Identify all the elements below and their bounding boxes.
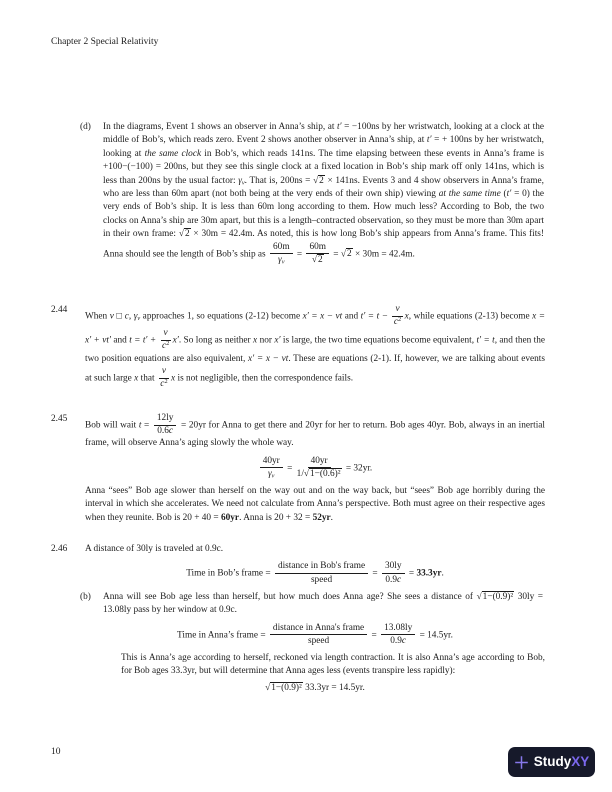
problem-number: 2.46 bbox=[51, 544, 68, 554]
running-header: Chapter 2 Special Relativity bbox=[51, 37, 159, 47]
problem-2-46-final-equation: √1−(0.9)² 33.3yr = 14.5yr. bbox=[265, 682, 365, 693]
plus-icon bbox=[514, 755, 529, 770]
problem-2-46-anna-equation: Time in Anna’s frame = $\frac{\text{distance in Anna's frame}}{\text{speed}}$ = $\frac{13.08ly}{0.9c}$ = 14.5yr. bbox=[177, 622, 453, 646]
problem-2-46-closing: This is Anna’s age according to herself, reckoned via length contraction. It is also Anna’s age according to Bob, for Bob ages 33.3yr, but will determine that Anna ages less (events transpire less rapidly): bbox=[121, 652, 545, 677]
studyxy-logo-badge bbox=[508, 747, 595, 777]
item-d-label: (d) bbox=[80, 122, 91, 132]
problem-2-45-equation: $\frac{40yr}{\gamma_v}$ = $\frac{40yr}{\text{1/√1−(0.6)²}}$ = 32yr. bbox=[85, 456, 545, 480]
item-b-label: (b) bbox=[80, 591, 91, 602]
problem-number: 2.44 bbox=[51, 305, 68, 315]
item-d-text: In the diagrams, Event 1 shows an observer in Anna’s ship, at t′ = −100ns by her wristwatch, looking at a clock at the middle of Bob’s, which reads zero. Event 2 shows another observer in Anna’s ship, at t′ = + 100ns by her wristwatch, looking at the same clock in Bob’s, which reads 141ns. The time elapsing between these events in Anna’s frame is +100−(−100) = 200ns, but they see this single clock at a fixed location in Bob’s ship mark off only 141ns, which is less than 200ns by the usual factor: $\gamma_v$. That is, 200ns = √2 × 141ns. Events 3 and 4 show observers in Anna’s frame, who are less than 60m apart (not both being at the very ends of their own ship) viewing at the same time (t′ = 0) the very ends of Bob’s ship. It is less than 60m long according to them. How much less? According to Bob, the two clocks on Anna’s ship are 30m apart, but this is a length–contracted observation, so they must be more than 30m apart in their own frame: √2 × 30m = 42.4m. As noted, this is how long Bob’s ship appears from Anna’s frame. This fits! Anna should see the length of Bob’s ship as $\frac{60m}{\gamma_v}$ = $\frac{60m}{√2}$ = √2 × 30m = 42.4m. bbox=[103, 122, 544, 266]
item-b-text: Anna will see Bob age less than herself, but how much does Anna age? She sees a distance of √1−(0.9)² 30ly = 13.08ly pass by her window at 0.9c. bbox=[103, 591, 544, 616]
brand-word-primary: Study bbox=[533, 754, 572, 770]
solution-item-d bbox=[80, 121, 544, 266]
solution-item-b bbox=[80, 591, 545, 618]
problem-2-45-discussion: Anna “sees” Bob age slower than herself on the way out and on the way back, but “sees” Bob age horribly during the interval in which she accelerates. We need not calculate from Anna’s perspective. Both must agree on their respective ages when they reunite. Bob is 20 + 40 = 60yr. Anna is 20 + 32 = 52yr. bbox=[85, 486, 545, 523]
problem-2-44-text: When v □ c, $\gamma_v$ approaches 1, so equations (2-12) become x′ = x − vt and t′ = t − $\frac{v}{c^2}$ x, while equations (2-13) become x = x′ + vt′ and t = t′ + $\frac{v}{c^2}$ x′. So long as neither x nor x′ is large, the two time equations become equivalent, t′ = t, and then the two position equations are also equivalent, x′ = x − vt. These are equations (2-1). If, however, we are talking about events at such large x that $\frac{v}{c^2}$ x is not negligible, then the correspondence fails. bbox=[85, 304, 546, 390]
problem-2-45-text: Bob will wait t = $\frac{12ly}{0.6c}$ = 20yr for Anna to get there and 20yr for her to return. Bob ages 40yr. Bob, always in an inertial frame, will observe Anna’s aging slowly the whole way. bbox=[85, 413, 545, 449]
brand-wordmark bbox=[534, 755, 590, 768]
brand-word-accent: XY bbox=[571, 754, 590, 770]
problem-number: 2.45 bbox=[51, 414, 68, 424]
problem-2-46-bob-equation: Time in Bob’s frame = $\frac{\text{distance in Bob's frame}}{\text{speed}}$ = $\frac{30ly}{0.9c}$ = 33.3yr. bbox=[186, 561, 444, 585]
problem-2-46-intro: A distance of 30ly is traveled at 0.9c. bbox=[85, 544, 224, 554]
page-number: 10 bbox=[51, 747, 61, 757]
problem-2-45 bbox=[51, 413, 545, 525]
problem-2-46 bbox=[51, 543, 545, 700]
problem-2-44 bbox=[51, 304, 545, 390]
